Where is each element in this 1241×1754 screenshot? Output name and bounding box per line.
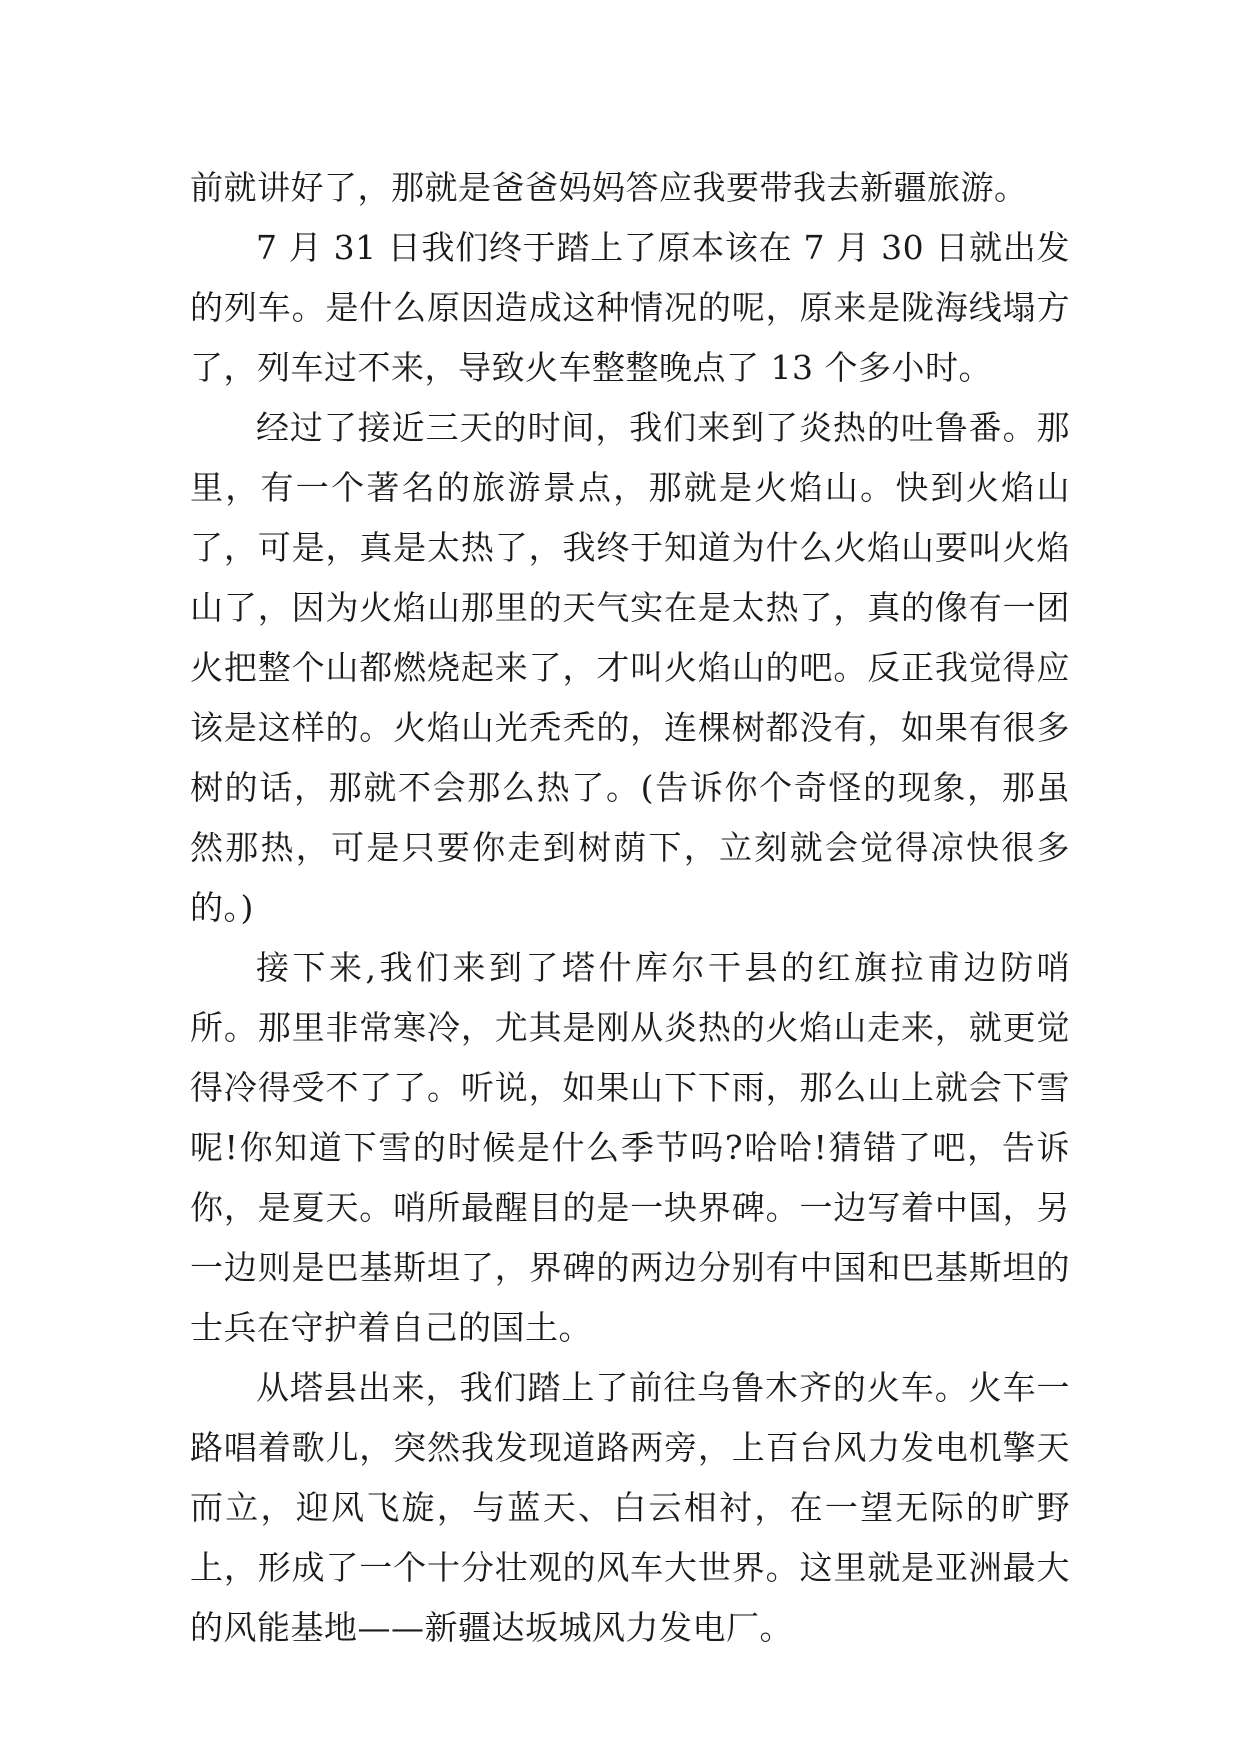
- paragraph-flaming-mountain: 经过了接近三天的时间，我们来到了炎热的吐鲁番。那里，有一个著名的旅游景点，那就是火焰山。快到火焰山了，可是，真是太热了，我终于知道为什么火焰山要叫火焰山了，因为火焰山那里的天气实在是太热了，真的像有一团火把整个山都燃烧起来了，才叫火焰山的吧。反正我觉得应该是这样的。火焰山光秃秃的，连棵树都没有，如果有很多树的话，那就不会那么热了。(告诉你个奇怪的现象，那虽然那热，可是只要你走到树荫下，立刻就会觉得凉快很多的。): [190, 408, 1070, 927]
- paragraph-continuation: 前就讲好了，那就是爸爸妈妈答应我要带我去新疆旅游。: [190, 168, 1028, 207]
- paragraph-wind-farm: 从塔县出来，我们踏上了前往乌鲁木齐的火车。火车一路唱着歌儿，突然我发现道路两旁，上百台风力发电机擎天而立，迎风飞旋，与蓝天、白云相衬，在一望无际的旷野上，形成了一个十分壮观的风车大世界。这里就是亚洲最大的风能基地——新疆达坂城风力发电厂。: [190, 1368, 1070, 1647]
- paragraph-train-delay: 7 月 31 日我们终于踏上了原本该在 7 月 30 日就出发的列车。是什么原因造成这种情况的呢，原来是陇海线塌方了，列车过不来，导致火车整整晚点了 13 个多小时。: [190, 228, 1070, 387]
- document-body: [190, 158, 1070, 1658]
- paragraph-border-post: 接下来,我们来到了塔什库尔干县的红旗拉甫边防哨所。那里非常寒冷，尤其是刚从炎热的火焰山走来，就更觉得冷得受不了了。听说，如果山下下雨，那么山上就会下雪呢!你知道下雪的时候是什么季节吗?哈哈!猜错了吧，告诉你，是夏天。哨所最醒目的是一块界碑。一边写着中国，另一边则是巴基斯坦了，界碑的两边分别有中国和巴基斯坦的士兵在守护着自己的国土。: [190, 948, 1070, 1347]
